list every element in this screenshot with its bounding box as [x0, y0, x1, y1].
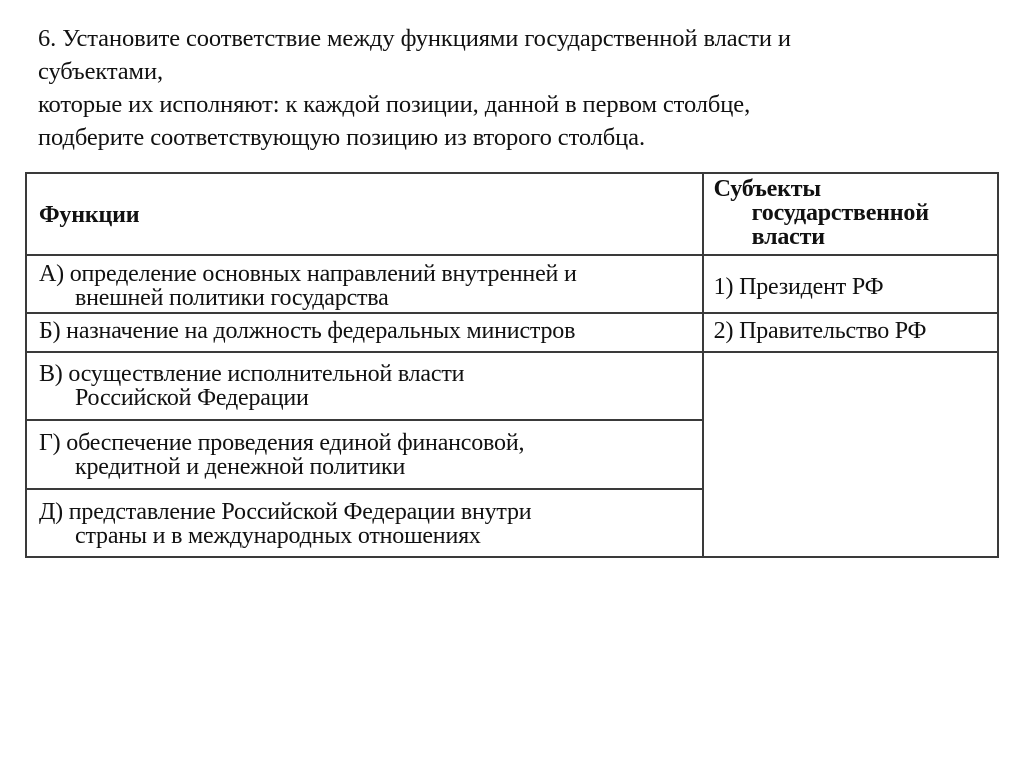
function-line: кредитной и денежной политики [75, 454, 406, 480]
function-line: Д) представление Российской Федерации внутри [39, 499, 532, 525]
function-line: В) осуществление исполнительной власти [39, 361, 465, 387]
function-cell [26, 313, 703, 352]
function-line: Б) назначение на должность федеральных министров [39, 318, 576, 344]
function-cell [26, 352, 703, 420]
function-cell [26, 489, 703, 557]
task-statement [38, 22, 998, 154]
subject-cell [703, 313, 998, 352]
subject-item-1: 1) Президент РФ [713, 274, 884, 300]
header-subjects-line: государственной [751, 200, 929, 226]
subject-cell [703, 255, 998, 313]
subject-item-2: 2) Правительство РФ [713, 318, 927, 344]
header-subjects [704, 174, 997, 249]
function-line: страны и в международных отношениях [75, 523, 481, 549]
task-line: субъектами, [38, 58, 163, 85]
task-line: подберите соответствующую позицию из второго столбца. [38, 124, 645, 151]
function-line: А) определение основных направлений внутренней и [39, 261, 577, 287]
table-row [26, 352, 998, 420]
task-line: 6. Установите соответствие между функциями государственной власти и [38, 25, 791, 52]
header-subjects-line: власти [751, 224, 825, 250]
function-line: внешней политики государства [75, 285, 389, 311]
header-functions-cell [26, 173, 703, 255]
header-subjects-line: Субъекты [713, 176, 821, 202]
subject-empty-cell [703, 352, 998, 557]
function-item-b [27, 314, 702, 343]
table-row [26, 255, 998, 313]
matching-table [25, 172, 999, 558]
function-item-e [27, 490, 702, 548]
function-cell [26, 420, 703, 489]
function-item-d [27, 421, 702, 479]
function-item-a [27, 256, 702, 310]
header-functions: Функции [39, 202, 140, 228]
table-row [26, 313, 998, 352]
function-line: Российской Федерации [75, 385, 309, 411]
table-header-row [26, 173, 998, 255]
function-item-c [27, 353, 702, 410]
function-cell [26, 255, 703, 313]
function-line: Г) обеспечение проведения единой финансовой, [39, 430, 525, 456]
header-subjects-cell [703, 173, 998, 255]
task-line: которые их исполняют: к каждой позиции, данной в первом столбце, [38, 91, 751, 118]
